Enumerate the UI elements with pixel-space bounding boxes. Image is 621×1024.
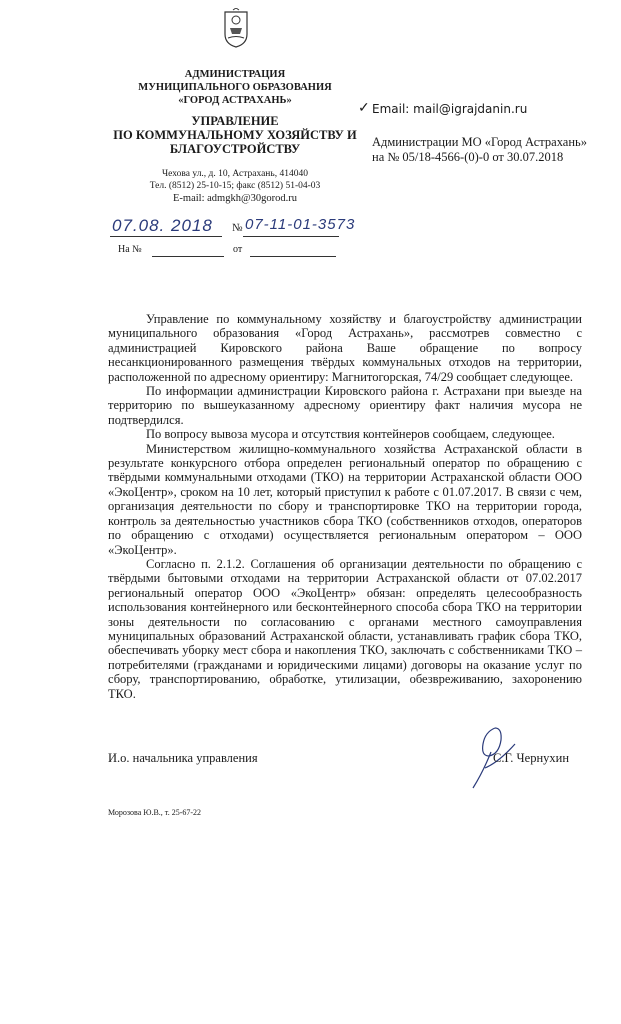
reply-date-label: от — [233, 244, 243, 255]
sender-phone: Тел. (8512) 25-10-15; факс (8512) 51-04-03 — [149, 181, 321, 191]
reply-to-number-label: На № — [118, 244, 142, 255]
admin-line-1: АДМИНИСТРАЦИЯ — [184, 69, 286, 80]
number-label: № — [232, 222, 243, 234]
paragraph-4: Министерством жилищно-коммунального хозяйства Астраханской области в результате конкурсного отбора определен региональный оператор по обращению с твёрдыми коммунальными отходами (ТКО) на территории Астраханской области ООО «ЭкоЦентр», сроком на 10 лет, который приступил к работе с 01.07.2017. В связи с чем, организация деятельности по сбору и транспортировке ТКО на территории города, контроль за деятельностью участников сбора ТКО (собственников отходов, операторов по обращению с отходами) осуществляется региональным оператором – ООО «ЭкоЦентр». — [108, 441, 582, 557]
number-underline — [243, 236, 339, 237]
outgoing-date: 07.08. 2018 — [112, 216, 213, 235]
admin-line-3: «ГОРОД АСТРАХАНЬ» — [178, 95, 292, 106]
coat-of-arms-icon — [222, 8, 250, 48]
reply-date-line — [250, 256, 336, 257]
department-header — [100, 114, 370, 156]
paragraph-1: Управление по коммунальному хозяйству и благоустройству администрации муниципального образования «Город Астрахань», рассмотрев совместно с администрацией Кировского района Ваше обращение по вопросу несанкционированного размещения твёрдых коммунальных отходов на территории, расположенной по адресному ориентиру: Магнитогорская, 74/29 сообщает следующее. — [108, 312, 582, 384]
signer-name: С.Г. Чернухин — [493, 751, 570, 765]
outgoing-number: 07-11-01-3573 — [245, 216, 356, 233]
letter-body — [108, 312, 582, 701]
executor-info: Морозова Ю.В., т. 25-67-22 — [108, 808, 202, 817]
admin-header — [100, 68, 370, 107]
check-mark-icon: ✓ — [358, 101, 370, 116]
sender-address: Чехова ул., д. 10, Астрахань, 414040 — [162, 169, 308, 179]
recipient-addressee: Администрации МО «Город Астрахань» — [372, 135, 587, 149]
reply-number-line — [152, 256, 224, 257]
date-underline — [110, 236, 222, 237]
sender-email: E-mail: admgkh@30gorod.ru — [173, 193, 297, 204]
signer-position: И.о. начальника управления — [108, 751, 258, 765]
recipient-email: Email: mail@igrajdanin.ru — [372, 102, 528, 116]
dept-line-3: БЛАГОУСТРОЙСТВУ — [169, 142, 301, 156]
paragraph-3: По вопросу вывоза мусора и отсутствия контейнеров сообщаем, следующее. — [146, 427, 555, 442]
incoming-reference: на № 05/18-4566-(0)-0 от 30.07.2018 — [372, 150, 564, 164]
admin-line-2: МУНИЦИПАЛЬНОГО ОБРАЗОВАНИЯ — [138, 82, 332, 93]
dept-line-2: ПО КОММУНАЛЬНОМУ ХОЗЯЙСТВУ И — [113, 128, 357, 142]
dept-line-1: УПРАВЛЕНИЕ — [191, 114, 279, 128]
paragraph-2: По информации администрации Кировского района г. Астрахани при выезде на территорию по вышеуказанному адресному ориентиру факт наличия мусора не подтвердился. — [108, 384, 582, 427]
paragraph-5: Согласно п. 2.1.2. Соглашения об организации деятельности по обращению с твёрдыми бытовыми отходами на территории Астраханской области от 07.02.2017 региональный оператор ООО «ЭкоЦентр» обязан: определять целесообразность использования контейнерного или бесконтейнерного способа сбора ТКО на территории зоны деятельности по согласованию с органами местного самоуправления муниципальных образований Астраханской области, устанавливать график сбора ТКО, обеспечивать уборку мест сбора и накопления ТКО, заключать с собственниками ТКО – потребителями (гражданами и юридическими лицами) договоры на оказание услуг по сбору, транспортированию, обработке, утилизации, обезвреживанию, захоронению ТКО. — [108, 556, 582, 701]
